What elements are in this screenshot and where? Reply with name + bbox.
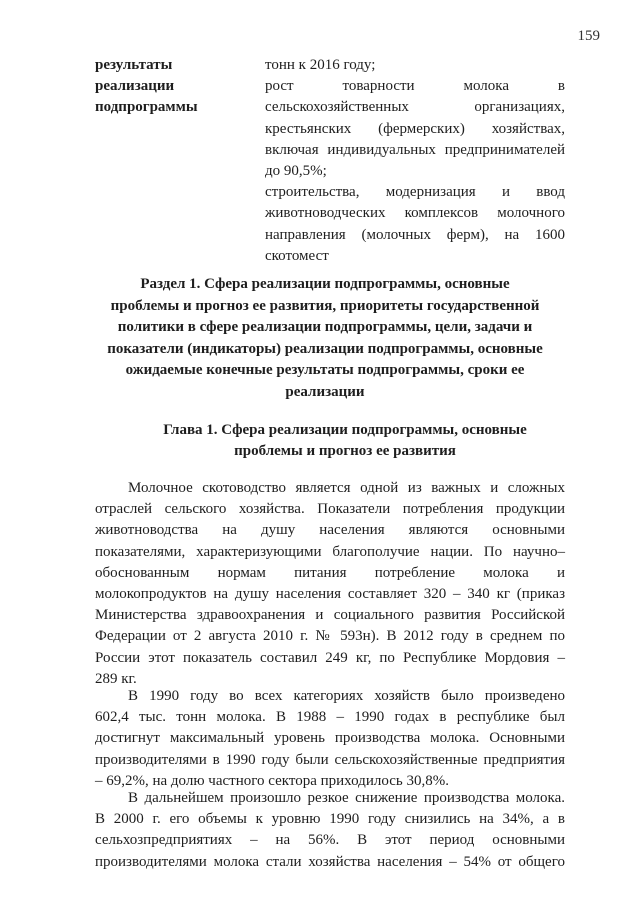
section-heading-line: проблемы и прогноз ее развития, приоритеты государственной [110, 297, 540, 314]
paragraph-line: показателями, характеризующими благополучие нации. По научно– [95, 543, 565, 560]
paragraph-line: В дальнейшем произошло резкое снижение производства молока. [128, 790, 565, 806]
passport-value-line: тонн к 2016 году; [265, 57, 376, 73]
passport-value-line: направления (молочных ферм), на 1600 [265, 226, 565, 243]
paragraph [95, 686, 565, 792]
paragraph [95, 788, 565, 873]
section-heading-line: показатели (индикаторы) реализации подпрограммы, основные [107, 340, 543, 357]
passport-value-line: животноводческих комплексов молочного [265, 205, 565, 222]
chapter-heading-line: проблемы и прогноз ее развития [234, 443, 456, 459]
paragraph-line: 602,4 тыс. тонн молока. В 1988 – 1990 годах в республике был [95, 709, 565, 726]
passport-value-line: скотомест [265, 247, 329, 264]
paragraph-line: – 69,2%, на долю частного сектора приходилось 30,8%. [95, 772, 449, 789]
passport-row-value [265, 55, 565, 267]
passport-table-row [95, 55, 565, 267]
paragraph-line: В 1990 году во всех категориях хозяйств было произведено [128, 688, 565, 704]
passport-label-line: реализации [95, 78, 175, 94]
passport-value-line: сельскохозяйственных организациях, [265, 99, 565, 116]
passport-label-line: подпрограммы [95, 99, 198, 115]
paragraph-line: животноводства на душу населения являются основными [95, 522, 565, 539]
passport-row-label [95, 55, 265, 267]
paragraph-line: достигнут максимальный уровень производства молока. Основными [95, 730, 565, 747]
paragraph-line: Молочное скотоводство является одной из важных и сложных [128, 480, 565, 496]
passport-value-line: строительства, модернизация и ввод [265, 184, 565, 201]
chapter-heading [115, 420, 575, 462]
paragraph-line: Федерации от 2 августа 2010 г. № 593н). В 2012 году в среднем по [95, 628, 565, 645]
paragraph-line: производителями в 1990 году были сельскохозяйственные предприятия [95, 751, 565, 768]
passport-value-line: до 90,5%; [265, 162, 327, 179]
section-heading-line: Раздел 1. Сфера реализации подпрограммы, основные [140, 276, 510, 292]
passport-value-line: крестьянских (фермерских) хозяйствах, [265, 120, 565, 137]
section-heading [85, 274, 565, 403]
paragraph-line: обоснованным нормам питания потребление молока и [95, 564, 565, 581]
passport-value-line: включая индивидуальных предпринимателей [265, 141, 565, 158]
section-heading-line: ожидаемые конечные результаты подпрограммы, сроки ее [125, 362, 525, 378]
paragraph [95, 478, 565, 690]
paragraph-line: производителями молока стали хозяйства населения – 54% от общего [95, 853, 565, 870]
paragraph-line: отраслей сельского хозяйства. Показатели потребления продукции [95, 501, 565, 518]
paragraph-line: сельхозпредприятиях – на 56%. В этот период основными [95, 832, 565, 849]
section-heading-line: реализации [285, 383, 365, 400]
paragraph-line: В 2000 г. его объемы к уровню 1990 году снизились на 34%, а в [95, 811, 565, 828]
chapter-heading-line: Глава 1. Сфера реализации подпрограммы, основные [163, 422, 527, 438]
passport-label-line: результаты [95, 57, 173, 73]
paragraph-line: молокопродуктов на душу населения составляет 320 – 340 кг (приказ [95, 585, 565, 602]
page-number: 159 [577, 28, 600, 44]
paragraph-line: 289 кг. [95, 670, 137, 687]
paragraph-line: Министерства здравоохранения и социального развития Российской [95, 607, 565, 624]
passport-value-line: рост товарности молока в [265, 78, 565, 95]
paragraph-line: России этот показатель составил 249 кг, по Республике Мордовия – [95, 649, 565, 666]
section-heading-line: политики в сфере реализации подпрограммы, цели, задачи и [117, 319, 533, 335]
